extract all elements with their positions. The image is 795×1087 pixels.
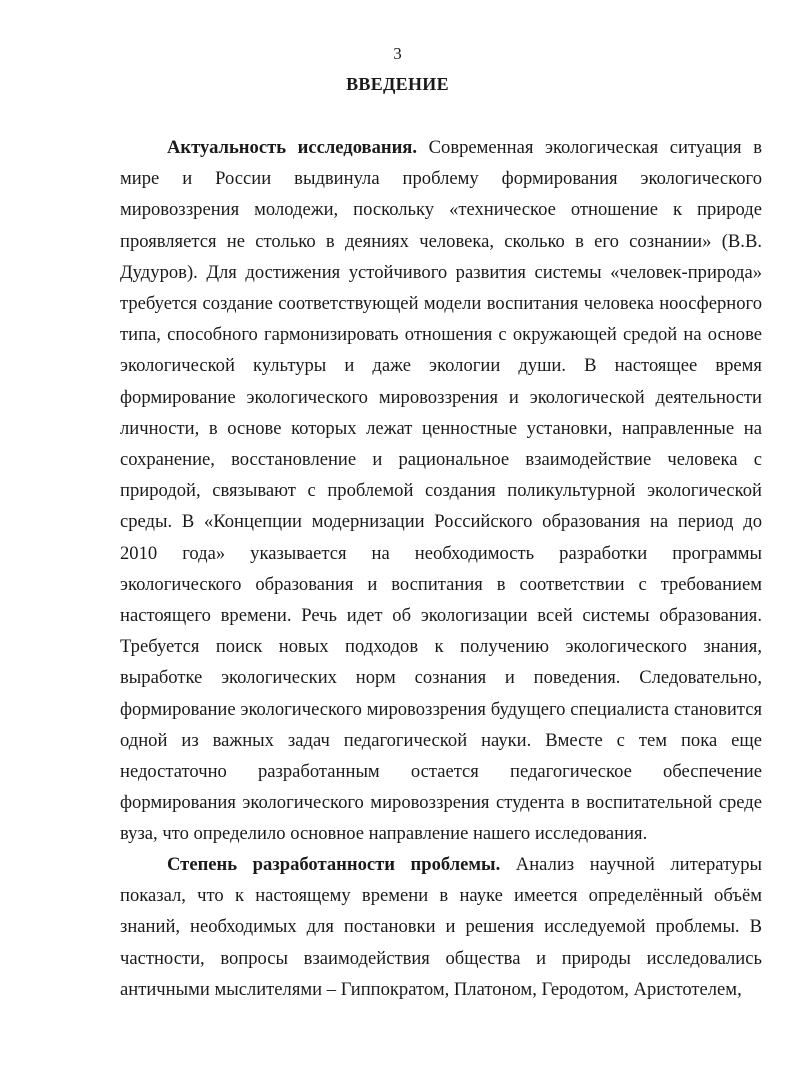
paragraph-development-degree xyxy=(120,849,762,1005)
paragraph-relevance xyxy=(120,132,762,850)
paragraph-lead: Степень разработанности проблемы. xyxy=(167,854,501,875)
section-heading: ВВЕДЕНИЕ xyxy=(346,74,449,94)
paragraph-text: Анализ научной литературы показал, что к настоящему времени в науке имеется определённый объём знаний, необходимых для постановки и решения исследуемой проблемы. В частности, вопросы взаимодействия общества и природы исследовались античными мыслителями – Гиппократом, Платоном, Геродотом, Аристотелем, xyxy=(120,854,762,1000)
paragraph-lead: Актуальность исследования. xyxy=(167,137,418,158)
page-number: 3 xyxy=(393,44,402,63)
paragraph-text: Современная экологическая ситуация в мире и России выдвинула проблему формирования экологического мировоззрения молодежи, поскольку «техническое отношение к природе проявляется не столько в деяниях человека, сколько в его сознании» (В.В. Дудуров). Для достижения устойчивого развития системы «человек-природа» требуется создание соответствующей модели воспитания человека ноосферного типа, способного гармонизировать отношения с окружающей средой на основе экологической культуры и даже экологии души. В настоящее время формирование экологического мировоззрения и экологической деятельности личности, в основе которых лежат ценностные установки, направленные на сохранение, восстановление и рациональное взаимодействие человека с природой, связывают с проблемой создания поликультурной экологической среды. В «Концепции модернизации Российского образования на период до 2010 года» указывается на необходимость разработки программы экологического образования и воспитания в соответствии с требованием настоящего времени. Речь идет об экологизации всей системы образования. Требуется поиск новых подходов к получению экологического знания, выработке экологических норм сознания и поведения. Следовательно, формирование экологического мировоззрения будущего специалиста становится одной из важных задач педагогической науки. Вместе с тем пока еще недостаточно разработанным остается педагогическое обеспечение формирования экологического мировоззрения студента в воспитательной среде вуза, что определило основное направление нашего исследования. xyxy=(120,137,762,845)
